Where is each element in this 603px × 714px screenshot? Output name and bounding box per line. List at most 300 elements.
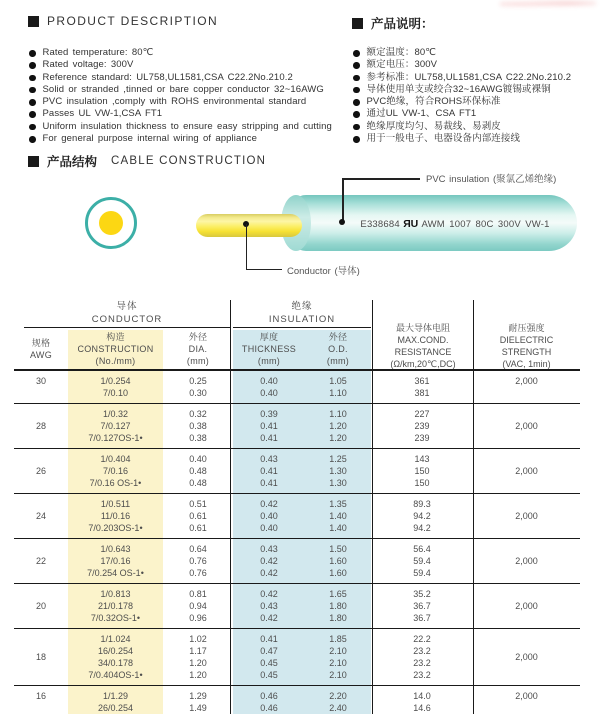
spec-bullet-item	[28, 47, 358, 59]
column-header-line: 构造	[106, 332, 125, 342]
table-value: 2.10	[329, 646, 347, 656]
table-value: 1.80	[329, 613, 347, 623]
table-value: 1.20	[329, 433, 347, 443]
table-value: 1.20	[189, 670, 207, 680]
table-header	[14, 300, 580, 371]
thickness-cell	[233, 408, 305, 444]
table-value: 1/0.254	[100, 376, 131, 386]
spec-bullet-item	[352, 96, 602, 108]
bullet-icon	[353, 136, 360, 143]
table-value: 227	[414, 409, 430, 419]
table-value: 0.61	[189, 523, 207, 533]
resistance-cell	[371, 375, 473, 399]
dielectric-cell	[473, 543, 580, 579]
table-value: 0.76	[189, 556, 207, 566]
table-row-group-awg-26	[14, 449, 580, 494]
table-value: 0.61	[189, 511, 207, 521]
awg-cell	[14, 498, 68, 534]
awg-cell	[14, 408, 68, 444]
table-value: 1.05	[329, 376, 347, 386]
table-row-group-awg-16	[14, 686, 580, 714]
table-value: 7/0.203OS-1•	[88, 523, 143, 533]
group-header-en: INSULATION	[268, 313, 336, 325]
bullet-icon	[29, 87, 36, 94]
table-value: 0.40	[260, 376, 278, 386]
table-value: 2.20	[329, 691, 347, 701]
column-header-line: STRENGTH	[501, 347, 552, 357]
spec-bullet-item	[352, 47, 602, 59]
specification-table	[14, 300, 580, 714]
group-header-en: CONDUCTOR	[91, 313, 163, 325]
table-value: 1.49	[189, 703, 207, 713]
table-value: 2.10	[329, 670, 347, 680]
table-value: 7/0.127OS-1•	[88, 433, 143, 443]
spec-bullet-text: For general purpose internal wiring of appliance	[42, 133, 257, 145]
construction-cell	[68, 375, 163, 399]
spec-bullet-item	[28, 59, 358, 71]
table-value: 2,000	[515, 421, 538, 431]
table-value: 1/1.024	[100, 634, 131, 644]
cable-cross-section-conductor-core	[99, 211, 123, 235]
table-value: 2,000	[515, 376, 538, 386]
thickness-cell	[233, 375, 305, 399]
table-value: 0.40	[189, 454, 207, 464]
insulation-label: PVC insulation (聚氯乙烯绝缘)	[426, 174, 557, 185]
table-value: 0.40	[260, 523, 278, 533]
bullet-icon	[29, 111, 36, 118]
spec-bullet-text: Rated temperature: 80℃	[42, 47, 154, 58]
dia-cell	[163, 453, 233, 489]
column-header-line: 厚度	[259, 332, 279, 342]
table-value: 2,000	[515, 652, 538, 662]
cable-cert-number: E338684	[360, 219, 400, 230]
od-cell	[305, 690, 371, 714]
resistance-cell	[371, 543, 473, 579]
thickness-cell	[233, 588, 305, 624]
awg-cell	[14, 453, 68, 489]
spec-bullet-text: 额定温度：80℃	[366, 47, 437, 58]
table-value: 0.41	[260, 478, 278, 488]
table-value: 0.30	[189, 388, 207, 398]
spec-bullet-text: Rated voltage: 300V	[42, 59, 134, 71]
table-value: 0.42	[260, 568, 278, 578]
table-value: 0.51	[189, 499, 207, 509]
table-value: 1/0.643	[100, 544, 131, 554]
column-header-line: (mm)	[186, 356, 210, 366]
table-value: 0.41	[260, 634, 278, 644]
table-value: 2,000	[515, 556, 538, 566]
section-title-en: CABLE CONSTRUCTION	[111, 155, 267, 167]
table-value: 1.20	[329, 421, 347, 431]
thickness-cell	[233, 690, 305, 714]
table-value: 1.85	[329, 634, 347, 644]
conductor-leader-line	[246, 224, 248, 270]
product-description-list-en	[28, 47, 358, 145]
bullet-icon	[353, 50, 360, 57]
table-value: 0.25	[189, 376, 207, 386]
table-value: 2,000	[515, 466, 538, 476]
od-cell	[305, 453, 371, 489]
bullet-icon	[29, 124, 36, 131]
spec-bullet-text: 绝缘厚度均匀、易裁线、易剥皮	[366, 120, 501, 132]
table-value: 0.42	[260, 589, 278, 599]
awg-cell	[14, 375, 68, 399]
table-value: 0.94	[189, 601, 207, 611]
ul-recognized-mark-icon	[403, 218, 419, 230]
dielectric-cell	[473, 408, 580, 444]
table-value: 0.40	[260, 511, 278, 521]
table-value: 30	[35, 376, 46, 386]
conductor-label: Conductor (导体)	[287, 266, 360, 277]
table-row-group-awg-28	[14, 404, 580, 449]
awg-cell	[14, 543, 68, 579]
section-title-zh: 产品结构	[47, 155, 98, 169]
od-cell	[305, 408, 371, 444]
table-value: 1/0.32	[102, 409, 129, 419]
spec-bullet-text: Solid or stranded ,tinned or bare copper conductor 32~16AWG	[42, 83, 324, 95]
table-value: 7/0.404OS-1•	[88, 670, 143, 680]
table-value: 1.50	[329, 544, 347, 554]
table-value: 23.2	[413, 670, 431, 680]
table-value: 0.41	[260, 433, 278, 443]
section-title: PRODUCT DESCRIPTION	[47, 14, 219, 28]
table-value: 0.81	[189, 589, 207, 599]
table-value: 0.46	[260, 691, 278, 701]
table-value: 1.29	[189, 691, 207, 701]
column-header-line: DIELECTRIC	[499, 335, 554, 345]
spec-bullet-text: PVC绝缘，符合ROHS环保标准	[366, 96, 501, 108]
table-value: 7/0.254 OS-1•	[87, 568, 144, 578]
spec-bullet-text: 通过UL VW-1、CSA FT1	[366, 108, 477, 120]
table-value: 24	[35, 511, 46, 521]
column-header-resistance	[373, 322, 473, 370]
insulation-group-header	[233, 301, 371, 328]
table-value: 94.2	[413, 523, 431, 533]
table-value: 22	[35, 556, 46, 566]
table-value: 0.43	[260, 454, 278, 464]
construction-cell	[68, 543, 163, 579]
table-body	[14, 371, 580, 714]
bullet-icon	[353, 124, 360, 131]
table-value: 150	[414, 466, 430, 476]
table-value: 1/1.29	[102, 691, 129, 701]
spec-bullet-item	[28, 96, 358, 108]
thickness-cell	[233, 543, 305, 579]
table-row-group-awg-30	[14, 371, 580, 404]
table-value: 16/0.254	[97, 646, 134, 656]
awg-cell	[14, 588, 68, 624]
column-header-line: O.D.	[328, 344, 348, 354]
bullet-icon	[29, 62, 36, 69]
table-value: 34/0.178	[97, 658, 134, 668]
table-value: 35.2	[413, 589, 431, 599]
dia-cell	[163, 690, 233, 714]
table-value: 0.45	[260, 670, 278, 680]
table-value: 0.43	[260, 544, 278, 554]
column-header-line: MAX.COND.	[397, 335, 449, 345]
insulation-leader-line	[342, 178, 344, 222]
dielectric-cell	[473, 588, 580, 624]
table-value: 1.30	[329, 478, 347, 488]
section-title-zh: 产品说明：	[371, 17, 434, 31]
table-value: 7/0.127	[100, 421, 131, 431]
dia-cell	[163, 498, 233, 534]
table-value: 0.48	[189, 478, 207, 488]
table-value: 0.43	[260, 601, 278, 611]
column-header-dia	[163, 330, 233, 367]
table-value: 0.48	[189, 466, 207, 476]
column-header-line: (Ω/km,20℃,DC)	[390, 359, 456, 369]
column-header-dielectric	[473, 322, 580, 370]
bullet-icon	[29, 136, 36, 143]
column-header-line: (mm)	[326, 356, 350, 366]
table-value: 2,000	[515, 511, 538, 521]
table-value: 1.30	[329, 466, 347, 476]
table-value: 16	[35, 691, 46, 701]
table-value: 1.20	[189, 658, 207, 668]
bullet-icon	[353, 62, 360, 69]
column-header-line: 耐压强度	[508, 323, 545, 333]
table-value: 0.40	[260, 388, 278, 398]
spec-bullet-text: Passes UL VW-1,CSA FT1	[42, 108, 163, 120]
od-cell	[305, 633, 371, 681]
table-value: 239	[414, 421, 430, 431]
table-value: 1.40	[329, 523, 347, 533]
table-value: 0.32	[189, 409, 207, 419]
cable-conductor-rod	[196, 214, 302, 237]
table-value: 2,000	[515, 691, 538, 701]
resistance-cell	[371, 633, 473, 681]
table-value: 14.6	[413, 703, 431, 713]
od-cell	[305, 498, 371, 534]
spec-bullet-text: PVC insulation ,comply with ROHS environmental standard	[42, 96, 307, 108]
column-header-line: (mm)	[257, 356, 281, 366]
thickness-cell	[233, 498, 305, 534]
table-value: 1.02	[189, 634, 207, 644]
ul-mark-reversed-r: R	[402, 218, 411, 230]
table-value: 59.4	[413, 568, 431, 578]
spec-bullet-text: Uniform insulation thickness to ensure easy stripping and cutting	[42, 120, 332, 132]
table-row-group-awg-18	[14, 629, 580, 686]
cable-spec-text: AWM 1007 80C 300V VW-1	[421, 219, 550, 230]
table-value: 2.10	[329, 658, 347, 668]
table-value: 7/0.32OS-1•	[90, 613, 141, 623]
table-value: 0.39	[260, 409, 278, 419]
table-value: 239	[414, 433, 430, 443]
table-value: 1.10	[329, 409, 347, 419]
product-description-list-zh	[352, 47, 602, 145]
group-header-zh: 绝缘	[291, 301, 313, 312]
thickness-cell	[233, 633, 305, 681]
product-description-header-zh	[352, 14, 434, 32]
table-value: 94.2	[413, 511, 431, 521]
dielectric-cell	[473, 633, 580, 681]
spec-bullet-item	[352, 72, 602, 84]
construction-cell	[68, 690, 163, 714]
construction-cell	[68, 408, 163, 444]
table-value: 381	[414, 388, 430, 398]
table-value: 1/0.404	[100, 454, 131, 464]
spec-bullet-item	[352, 108, 602, 120]
dia-cell	[163, 588, 233, 624]
column-header-od	[305, 330, 371, 367]
insulation-pointer-dot	[339, 219, 345, 225]
spec-bullet-text: 用于一般电子、电器设备内部连接线	[366, 133, 521, 145]
table-value: 0.76	[189, 568, 207, 578]
bullet-icon	[29, 75, 36, 82]
spec-bullet-text: 参考标准：UL758,UL1581,CSA C22.2No.210.2	[366, 71, 572, 83]
table-value: 1.10	[329, 388, 347, 398]
column-header-line: THICKNESS	[241, 344, 297, 354]
column-header-line: (VAC, 1min)	[502, 359, 551, 369]
resistance-cell	[371, 498, 473, 534]
table-value: 23.2	[413, 646, 431, 656]
resistance-cell	[371, 588, 473, 624]
awg-cell	[14, 690, 68, 714]
column-header-line: CONSTRUCTION	[77, 344, 154, 354]
group-header-zh: 导体	[116, 301, 138, 312]
cable-print-marking	[330, 218, 580, 230]
column-header-construction	[68, 330, 163, 367]
table-value: 56.4	[413, 544, 431, 554]
dia-cell	[163, 543, 233, 579]
table-value: 0.45	[260, 658, 278, 668]
section-square-icon	[28, 16, 39, 27]
bullet-icon	[353, 111, 360, 118]
table-value: 18	[35, 652, 46, 662]
table-value: 21/0.178	[97, 601, 134, 611]
column-header-line: 外径	[188, 332, 208, 342]
table-value: 0.41	[260, 466, 278, 476]
awg-cell	[14, 633, 68, 681]
table-value: 23.2	[413, 658, 431, 668]
table-value: 1/0.511	[100, 499, 131, 509]
table-value: 143	[414, 454, 430, 464]
table-value: 0.38	[189, 433, 207, 443]
table-value: 0.42	[260, 613, 278, 623]
dia-cell	[163, 633, 233, 681]
dielectric-cell	[473, 453, 580, 489]
table-value: 14.0	[413, 691, 431, 701]
construction-cell	[68, 498, 163, 534]
dielectric-cell	[473, 498, 580, 534]
table-value: 1.35	[329, 499, 347, 509]
table-value: 1.60	[329, 556, 347, 566]
spec-bullet-item	[352, 59, 602, 71]
table-value: 7/0.10	[102, 388, 129, 398]
conductor-leader-line	[246, 269, 282, 271]
table-value: 0.42	[260, 499, 278, 509]
resistance-cell	[371, 690, 473, 714]
dia-cell	[163, 408, 233, 444]
table-value: 22.2	[413, 634, 431, 644]
table-row-group-awg-20	[14, 584, 580, 629]
bullet-icon	[353, 87, 360, 94]
section-square-icon	[28, 156, 39, 167]
bullet-icon	[29, 99, 36, 106]
table-value: 1.80	[329, 601, 347, 611]
table-value: 7/0.16	[102, 466, 129, 476]
table-value: 0.41	[260, 421, 278, 431]
spec-bullet-item	[28, 133, 358, 145]
spec-bullet-item	[28, 108, 358, 120]
section-square-icon	[352, 18, 363, 29]
table-value: 0.47	[260, 646, 278, 656]
od-cell	[305, 588, 371, 624]
table-value: 36.7	[413, 601, 431, 611]
od-cell	[305, 543, 371, 579]
column-header-line: 规格	[31, 338, 51, 348]
product-description-header	[28, 14, 218, 28]
table-value: 0.96	[189, 613, 207, 623]
resistance-cell	[371, 408, 473, 444]
column-header-line: 最大导体电阻	[395, 323, 450, 333]
table-value: 150	[414, 478, 430, 488]
table-row-group-awg-22	[14, 539, 580, 584]
od-cell	[305, 375, 371, 399]
column-header-line: 外径	[328, 332, 348, 342]
construction-cell	[68, 633, 163, 681]
table-value: 1.25	[329, 454, 347, 464]
table-value: 36.7	[413, 613, 431, 623]
dia-cell	[163, 375, 233, 399]
spec-bullet-text: Reference standard: UL758,UL1581,CSA C22.2No.210.2	[42, 71, 293, 83]
table-value: 0.64	[189, 544, 207, 554]
table-value: 17/0.16	[100, 556, 131, 566]
dielectric-cell	[473, 690, 580, 714]
table-value: 2.40	[329, 703, 347, 713]
spec-bullet-text: 导体使用单支或绞合32~16AWG镀锡或裸铜	[366, 83, 551, 95]
table-value: 1.40	[329, 511, 347, 521]
bullet-icon	[353, 75, 360, 82]
table-value: 0.46	[260, 703, 278, 713]
table-value: 361	[414, 376, 430, 386]
table-value: 20	[35, 601, 46, 611]
conductor-group-header	[24, 301, 230, 328]
resistance-cell	[371, 453, 473, 489]
cable-construction-header	[28, 152, 266, 170]
spec-bullet-item	[28, 121, 358, 133]
table-value: 1.17	[189, 646, 207, 656]
spec-bullet-item	[28, 84, 358, 96]
construction-cell	[68, 453, 163, 489]
column-header-line: DIA.	[188, 344, 208, 354]
construction-cell	[68, 588, 163, 624]
table-value: 7/0.16 OS-1•	[89, 478, 142, 488]
spec-bullet-item	[352, 121, 602, 133]
table-value: 59.4	[413, 556, 431, 566]
table-value: 89.3	[413, 499, 431, 509]
table-value: 11/0.16	[100, 511, 131, 521]
dielectric-cell	[473, 375, 580, 399]
column-header-thickness	[233, 330, 305, 367]
bullet-icon	[29, 50, 36, 57]
insulation-leader-line	[342, 178, 420, 180]
spec-bullet-item	[28, 72, 358, 84]
column-header-awg	[14, 330, 68, 361]
table-value: 26	[35, 466, 46, 476]
table-row-group-awg-24	[14, 494, 580, 539]
table-value: 2,000	[515, 601, 538, 611]
spec-bullet-text: 额定电压：300V	[366, 59, 438, 71]
table-value: 0.38	[189, 421, 207, 431]
table-value: 1.65	[329, 589, 347, 599]
ul-mark-u: U	[410, 218, 419, 230]
table-value: 28	[35, 421, 46, 431]
table-value: 1.60	[329, 568, 347, 578]
cropped-logo-fragment	[500, 0, 596, 8]
bullet-icon	[353, 99, 360, 106]
